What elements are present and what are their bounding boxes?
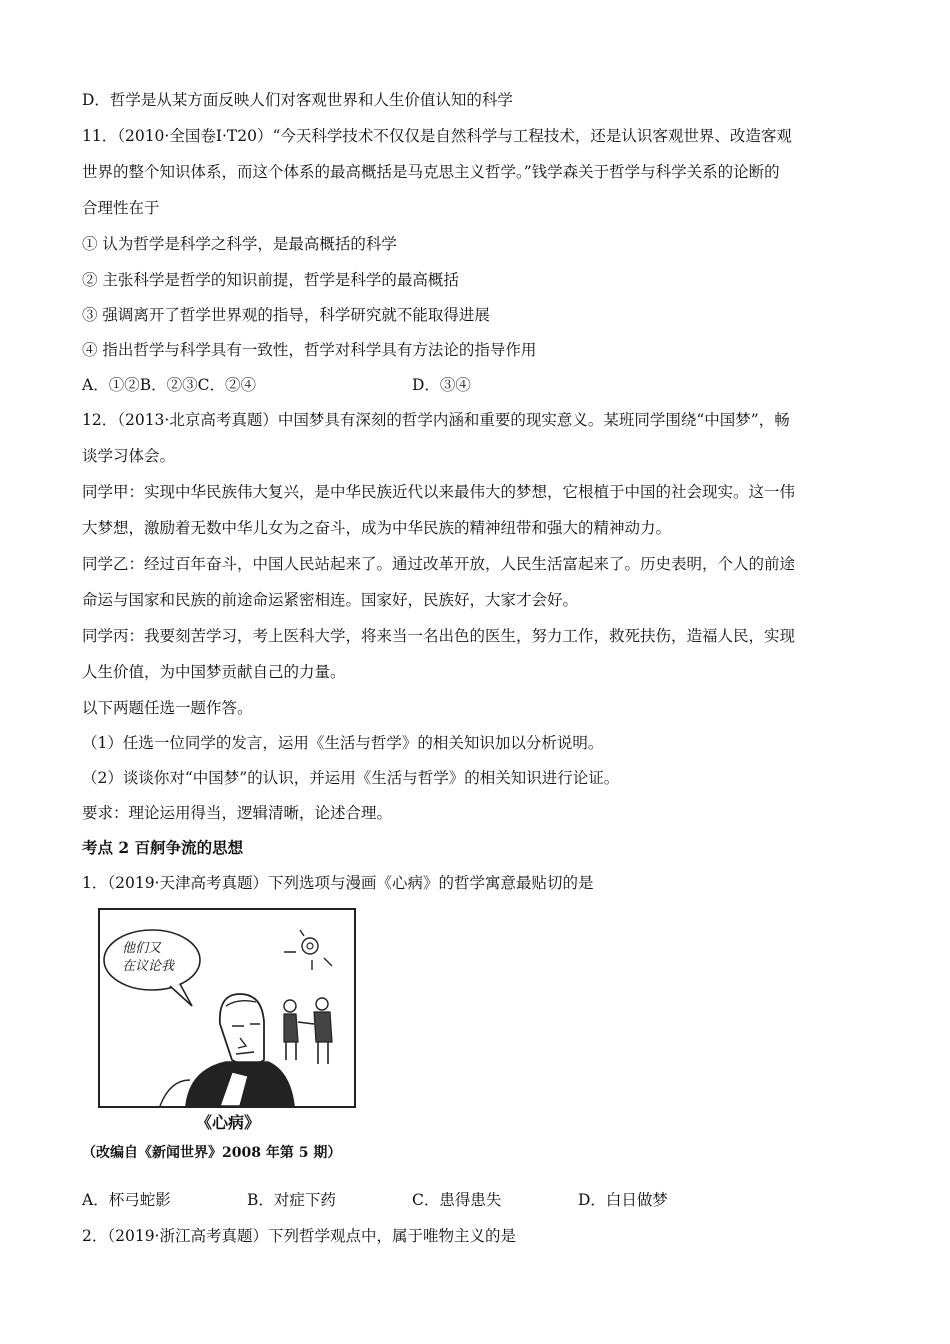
q11-options-abc: A．①②B．②③C．②④ bbox=[82, 376, 256, 394]
q11-option-d: D．③④ bbox=[412, 376, 471, 394]
q12-student-c-line1: 同学丙：我要刻苦学习，考上医科大学，将来当一名出色的医生，努力工作，救死扶伤，造福人民，实现 bbox=[82, 627, 796, 645]
q12-stem-line1: 12．（2013·北京高考真题）中国梦具有深刻的哲学内涵和重要的现实意义。某班同学围绕“中国梦”，畅 bbox=[82, 411, 790, 429]
q12-student-a-line1: 同学甲：实现中华民族伟大复兴，是中华民族近代以来最伟大的梦想，它根植于中国的社会现实。这一伟 bbox=[82, 483, 796, 501]
q10-option-d: D．哲学是从某方面反映人们对客观世界和人生价值认知的科学 bbox=[82, 91, 513, 109]
q2-stem: 2．（2019·浙江高考真题）下列哲学观点中，属于唯物主义的是 bbox=[82, 1227, 516, 1245]
q12-student-b-line1: 同学乙：经过百年奋斗，中国人民站起来了。通过改革开放，人民生活富起来了。历史表明，个人的前途 bbox=[82, 555, 796, 573]
q11-statement-1: ① 认为哲学是科学之科学，是最高概括的科学 bbox=[82, 235, 397, 253]
q11-statement-4: ④ 指出哲学与科学具有一致性，哲学对科学具有方法论的指导作用 bbox=[82, 341, 537, 359]
speech-line-1: 他们又 bbox=[122, 941, 162, 956]
q1-option-a: A．杯弓蛇影 bbox=[82, 1191, 171, 1209]
q12-stem-line2: 谈学习体会。 bbox=[82, 447, 176, 465]
cartoon-source: （改编自《新闻世界》2008 年第 5 期） bbox=[82, 1145, 342, 1161]
q11-statement-3: ③ 强调离开了哲学世界观的指导，科学研究就不能取得进展 bbox=[82, 306, 490, 324]
q1-option-b: B．对症下药 bbox=[247, 1191, 336, 1209]
q1-stem: 1．（2019·天津高考真题）下列选项与漫画《心病》的哲学寓意最贴切的是 bbox=[82, 874, 594, 892]
q12-student-b-line2: 命运与国家和民族的前途命运紧密相连。国家好，民族好，大家才会好。 bbox=[82, 591, 579, 609]
q12-student-a-line2: 大梦想，激励着无数中华儿女为之奋斗，成为中华民族的精神纽带和强大的精神动力。 bbox=[82, 519, 672, 537]
q12-requirement: 要求：理论运用得当，逻辑清晰，论述合理。 bbox=[82, 804, 393, 822]
q1-option-c: C．患得患失 bbox=[412, 1191, 502, 1209]
speech-bubble bbox=[122, 940, 174, 976]
section-heading: 考点 2 百舸争流的思想 bbox=[82, 838, 244, 857]
cartoon-title: 《心病》 bbox=[196, 1113, 261, 1132]
q11-stem-line1: 11．（2010·全国卷Ⅰ·T20）“今天科学技术不仅仅是自然科学与工程技术，还是认识客观世界、改造客观 bbox=[82, 127, 792, 145]
q1-option-d: D．白日做梦 bbox=[578, 1191, 668, 1209]
q11-stem-line2: 世界的整个知识体系，而这个体系的最高概括是马克思主义哲学。”钱学森关于哲学与科学关系的论断的 bbox=[82, 163, 780, 181]
q11-stem-line3: 合理性在于 bbox=[82, 199, 160, 217]
q11-statement-2: ② 主张科学是哲学的知识前提，哲学是科学的最高概括 bbox=[82, 271, 459, 289]
q12-task-2: （2）谈谈你对“中国梦”的认识，并运用《生活与哲学》的相关知识进行论证。 bbox=[82, 769, 620, 787]
q12-student-c-line2: 人生价值，为中国梦贡献自己的力量。 bbox=[82, 663, 346, 681]
cartoon-image bbox=[98, 908, 356, 1108]
speech-line-2: 在议论我 bbox=[122, 959, 175, 974]
q12-task-1: （1）任选一位同学的发言，运用《生活与哲学》的相关知识加以分析说明。 bbox=[82, 734, 604, 752]
q12-instruction: 以下两题任选一题作答。 bbox=[82, 699, 253, 717]
